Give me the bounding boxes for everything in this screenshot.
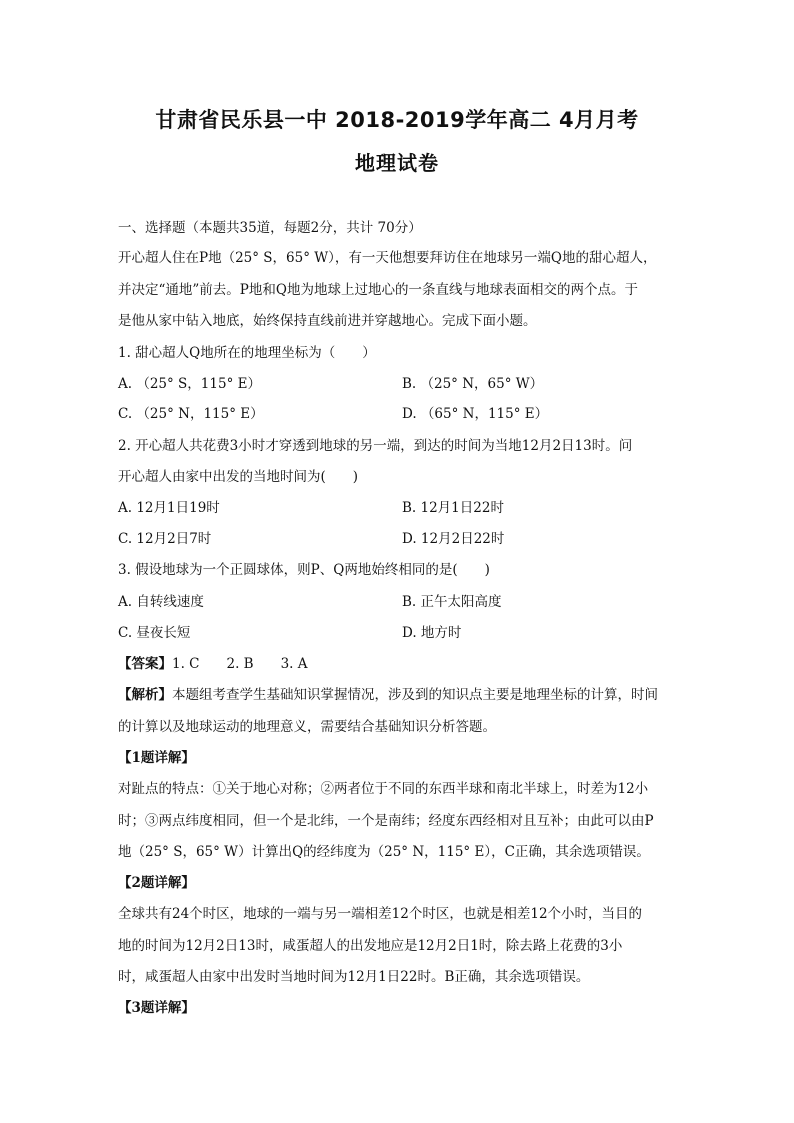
detail-2-heading: 【2题详解】 [118, 875, 195, 891]
question-3-stem: 3. 假设地球为一个正圆球体，则P、Q两地始终相同的是( ) [118, 562, 490, 578]
answer-row [118, 655, 308, 673]
exam-title: 甘肃省民乐县一中 2018-2019学年高二 4月月考 [155, 108, 639, 132]
analysis-text: 本题组考查学生基础知识掌握情况，涉及到的知识点主要是地理坐标的计算，时间 [172, 687, 658, 703]
section-heading: 一、选择题（本题共35道，每题2分，共计 70分） [118, 220, 422, 236]
detail-1-line: 地（25° S，65° W）计算出Q的经纬度为（25° N，115° E），C正确，其余选项错误。 [118, 844, 650, 860]
question-2-stem-cont: 开心超人由家中出发的当地时间为( ) [118, 469, 359, 485]
q1-option-b: B. （25° N，65° W） [402, 376, 544, 392]
analysis-line: 的计算以及地球运动的地理意义，需要结合基础知识分析答题。 [118, 719, 496, 735]
q3-option-d: D. 地方时 [402, 625, 462, 641]
q2-option-c: C. 12月2日7时 [118, 531, 212, 547]
question-2-stem: 2. 开心超人共花费3小时才穿透到地球的另一端，到达的时间为当地12月2日13时。问 [118, 438, 633, 454]
detail-1-line: 对趾点的特点：①关于地心对称；②两者位于不同的东西半球和南北半球上，时差为12小 [118, 781, 649, 797]
q2-option-a: A. 12月1日19时 [118, 500, 220, 516]
question-1-stem: 1. 甜心超人Q地所在的地理坐标为（ ） [118, 345, 376, 361]
detail-2-line: 时，咸蛋超人由家中出发时当地时间为12月1日22时。B正确，其余选项错误。 [118, 969, 590, 985]
answer-text: 1. C 2. B 3. A [172, 656, 308, 672]
analysis-row [118, 686, 658, 704]
answer-label: 【答案】 [118, 656, 172, 672]
q2-option-b: B. 12月1日22时 [402, 500, 504, 516]
q1-option-d: D. （65° N，115° E） [402, 406, 549, 422]
exam-subtitle: 地理试卷 [355, 151, 439, 175]
detail-1-heading: 【1题详解】 [118, 750, 195, 766]
q3-option-b: B. 正午太阳高度 [402, 594, 502, 610]
analysis-label: 【解析】 [118, 687, 172, 703]
q3-option-c: C. 昼夜长短 [118, 625, 191, 641]
q1-option-c: C. （25° N，115° E） [118, 406, 264, 422]
passage-line: 是他从家中钻入地底，始终保持直线前进并穿越地心。完成下面小题。 [118, 313, 537, 329]
passage-line: 并决定“通地”前去。P地和Q地为地球上过地心的一条直线与地球表面相交的两个点。于 [118, 282, 638, 298]
q2-option-d: D. 12月2日22时 [402, 531, 505, 547]
detail-1-line: 时；③两点纬度相同，但一个是北纬，一个是南纬；经度东西经相对且互补；由此可以由P [118, 813, 654, 829]
passage-line: 开心超人住在P地（25° S，65° W），有一天他想要拜访住在地球另一端Q地的甜心超人， [118, 250, 657, 266]
q1-option-a: A. （25° S，115° E） [118, 376, 261, 392]
detail-2-line: 地的时间为12月2日13时，咸蛋超人的出发地应是12月2日1时，除去路上花费的3小 [118, 938, 623, 954]
detail-2-line: 全球共有24个时区，地球的一端与另一端相差12个时区，也就是相差12个小时，当目的 [118, 906, 643, 922]
detail-3-heading: 【3题详解】 [118, 1000, 195, 1016]
q3-option-a: A. 自转线速度 [118, 594, 204, 610]
